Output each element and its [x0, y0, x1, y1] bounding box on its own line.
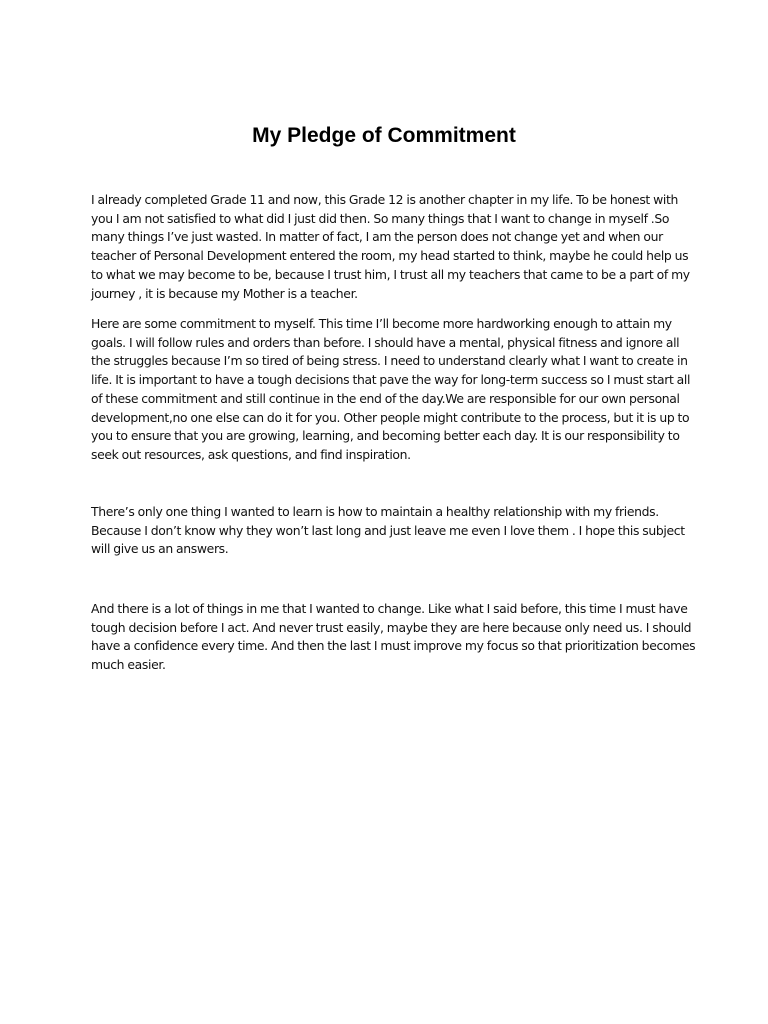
- paragraph-line: journey , it is because my Mother is a teacher.: [91, 285, 358, 301]
- paragraph-1: [91, 191, 690, 303]
- paragraph-line: seek out resources, ask questions, and find inspiration.: [91, 446, 411, 462]
- paragraph-line: life. It is important to have a tough decisions that pave the way for long-term success so I must start all: [91, 372, 691, 388]
- document-title: My Pledge of Commitment: [252, 124, 516, 147]
- paragraph-line: tough decision before I act. And never trust easily, maybe they are here because only need us. I should: [91, 619, 692, 635]
- paragraph-line: many things I’ve just wasted. In matter of fact, I am the person does not change yet and when our: [91, 229, 663, 245]
- paragraph-line: Because I don’t know why they won’t last long and just leave me even I love them . I hope this subject: [91, 522, 685, 538]
- paragraph-line: will give us an answers.: [91, 541, 229, 557]
- paragraph-line: goals. I will follow rules and orders than before. I should have a mental, physical fitness and ignore all: [91, 334, 680, 350]
- paragraph-line: have a confidence every time. And then the last I must improve my focus so that prioritization becomes: [91, 638, 696, 654]
- paragraph-3: [91, 503, 685, 559]
- paragraph-line: development,no one else can do it for you. Other people might contribute to the process, but it is up to: [91, 409, 690, 425]
- paragraph-line: There’s only one thing I wanted to learn is how to maintain a healthy relationship with my friends.: [91, 504, 659, 519]
- paragraph-4: [91, 600, 696, 675]
- paragraph-line: you I am not satisfied to what did I just did then. So many things that I want to change in myself .So: [91, 210, 670, 226]
- paragraph-line: Here are some commitment to myself. This time I’ll become more hardworking enough to attain my: [91, 316, 672, 331]
- paragraph-2: [91, 315, 691, 465]
- paragraph-line: I already completed Grade 11 and now, this Grade 12 is another chapter in my life. To be honest with: [91, 192, 679, 207]
- paragraph-line: And there is a lot of things in me that I wanted to change. Like what I said before, this time I must have: [91, 601, 688, 616]
- paragraph-line: of these commitment and still continue in the end of the day.We are responsible for our own personal: [91, 390, 680, 406]
- paragraph-line: to what we may become to be, because I trust him, I trust all my teachers that came to be a part of my: [91, 266, 690, 282]
- paragraph-line: much easier.: [91, 657, 166, 673]
- paragraph-line: the struggles because I’m so tired of being stress. I need to understand clearly what I want to create in: [91, 353, 688, 369]
- paragraph-line: you to ensure that you are growing, learning, and becoming better each day. It is our responsibility to: [91, 428, 680, 444]
- paragraph-line: teacher of Personal Development entered the room, my head started to think, maybe he could help us: [91, 248, 689, 264]
